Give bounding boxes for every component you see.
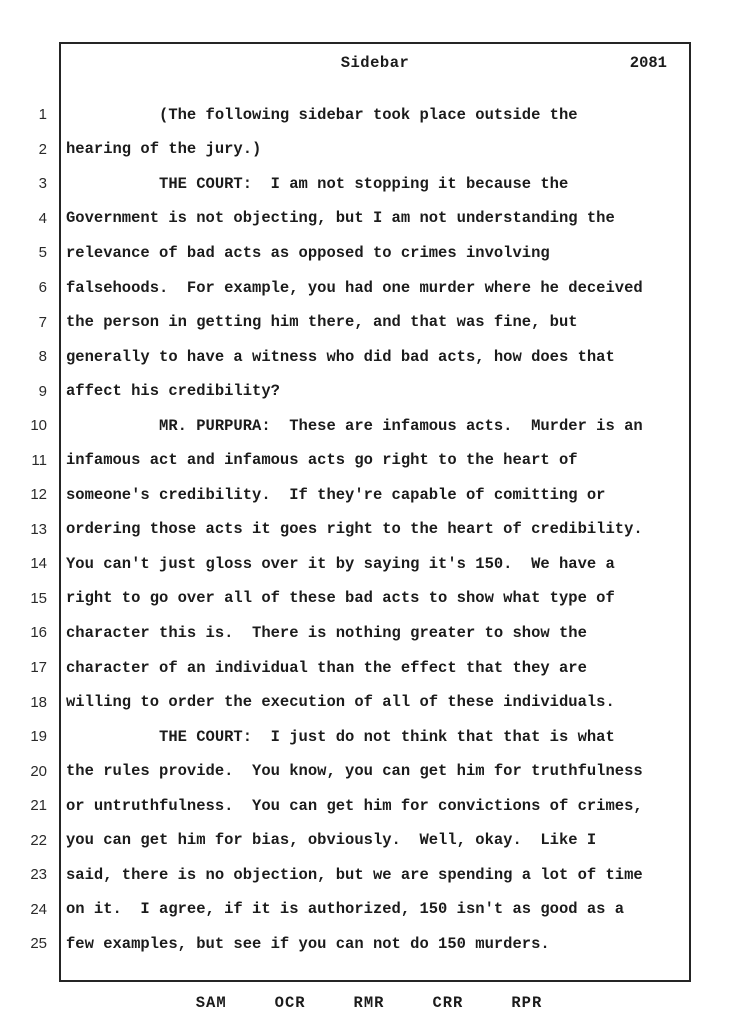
certification-row xyxy=(0,994,738,1012)
transcript-line xyxy=(0,788,738,823)
line-number: 24 xyxy=(30,900,47,918)
transcript-line-text: infamous act and infamous acts go right to the heart of xyxy=(66,451,578,470)
transcript-line xyxy=(0,408,738,443)
transcript-line-text: (The following sidebar took place outside the xyxy=(66,105,578,124)
transcript-line-text: affect his credibility? xyxy=(66,382,280,401)
page-number: 2081 xyxy=(629,54,667,72)
certification-label: SAM xyxy=(195,994,227,1012)
line-number: 3 xyxy=(38,175,47,193)
transcript-line xyxy=(0,650,738,685)
transcript-line xyxy=(0,512,738,547)
transcript-line-text: MR. PURPURA: These are infamous acts. Murder is an xyxy=(66,416,643,435)
transcript-line xyxy=(0,547,738,582)
line-number: 18 xyxy=(30,693,47,711)
line-number: 11 xyxy=(31,451,47,469)
transcript-line xyxy=(0,443,738,478)
transcript-line xyxy=(0,98,738,133)
line-number: 25 xyxy=(30,935,47,953)
transcript-line-text: THE COURT: I just do not think that that is what xyxy=(66,727,615,746)
certification-label: CRR xyxy=(432,994,464,1012)
transcript-line xyxy=(0,685,738,720)
transcript-line-text: you can get him for bias, obviously. Well, okay. Like I xyxy=(66,831,597,850)
line-number: 6 xyxy=(38,279,47,296)
line-number: 13 xyxy=(30,520,47,538)
line-number: 5 xyxy=(38,244,47,262)
line-number: 17 xyxy=(30,659,47,677)
transcript-line-text: THE COURT: I am not stopping it because the xyxy=(66,174,569,193)
transcript-line-text: falsehoods. For example, you had one murder where he deceived xyxy=(66,278,643,297)
transcript-line-text: Government is not objecting, but I am not understanding the xyxy=(66,209,615,228)
line-number: 22 xyxy=(30,831,47,849)
line-number: 16 xyxy=(30,624,47,642)
transcript-line-text: character this is. There is nothing greater to show the xyxy=(66,623,587,642)
transcript-line-text: the person in getting him there, and that was fine, but xyxy=(66,313,578,332)
transcript-line-text: You can't just gloss over it by saying it's 150. We have a xyxy=(66,554,615,573)
transcript-line xyxy=(0,754,738,789)
line-number: 7 xyxy=(38,313,47,331)
certification-label: RMR xyxy=(353,994,385,1012)
transcript-line-text: said, there is no objection, but we are spending a lot of time xyxy=(66,865,643,884)
transcript-line-text: or untruthfulness. You can get him for convictions of crimes, xyxy=(66,796,643,815)
transcript-line xyxy=(0,236,738,271)
transcript-line xyxy=(0,339,738,374)
transcript-lines xyxy=(0,98,738,962)
transcript-line xyxy=(0,927,738,962)
transcript-line xyxy=(0,305,738,340)
transcript-line xyxy=(0,374,738,409)
transcript-line-text: hearing of the jury.) xyxy=(66,140,262,159)
line-number: 8 xyxy=(38,348,47,366)
transcript-line xyxy=(0,167,738,202)
transcript-line xyxy=(0,132,738,167)
transcript-line xyxy=(0,616,738,651)
line-number: 10 xyxy=(30,417,47,435)
transcript-line-text: right to go over all of these bad acts to show what type of xyxy=(66,589,615,608)
transcript-line xyxy=(0,478,738,513)
transcript-line-text: character of an individual than the effect that they are xyxy=(66,658,587,677)
transcript-line-text: generally to have a witness who did bad acts, how does that xyxy=(66,347,615,366)
line-number: 19 xyxy=(30,728,47,746)
transcript-line xyxy=(0,892,738,927)
line-number: 12 xyxy=(30,486,47,504)
transcript-header xyxy=(61,50,689,76)
certification-label: OCR xyxy=(274,994,306,1012)
line-number: 23 xyxy=(30,866,47,884)
line-number: 15 xyxy=(30,589,47,607)
line-number: 2 xyxy=(38,140,47,158)
transcript-line-text: few examples, but see if you can not do 150 murders. xyxy=(66,934,550,953)
certification-label: RPR xyxy=(511,994,543,1012)
line-number: 14 xyxy=(30,555,47,573)
line-number: 9 xyxy=(38,382,47,400)
line-number: 1 xyxy=(38,106,47,124)
transcript-line xyxy=(0,858,738,893)
transcript-line-text: ordering those acts it goes right to the heart of credibility. xyxy=(66,520,643,539)
transcript-line xyxy=(0,270,738,305)
transcript-line xyxy=(0,201,738,236)
transcript-line-text: someone's credibility. If they're capable of comitting or xyxy=(66,485,606,504)
transcript-line-text: on it. I agree, if it is authorized, 150 isn't as good as a xyxy=(66,900,625,919)
line-number: 4 xyxy=(38,209,47,227)
page-title: Sidebar xyxy=(340,54,410,72)
transcript-line xyxy=(0,581,738,616)
transcript-line-text: the rules provide. You know, you can get him for truthfulness xyxy=(66,762,643,781)
transcript-line-text: willing to order the execution of all of these individuals. xyxy=(66,693,615,712)
transcript-line-text: relevance of bad acts as opposed to crimes involving xyxy=(66,243,550,262)
transcript-line xyxy=(0,823,738,858)
line-number: 20 xyxy=(30,762,47,780)
line-number: 21 xyxy=(30,797,47,815)
transcript-line xyxy=(0,719,738,754)
